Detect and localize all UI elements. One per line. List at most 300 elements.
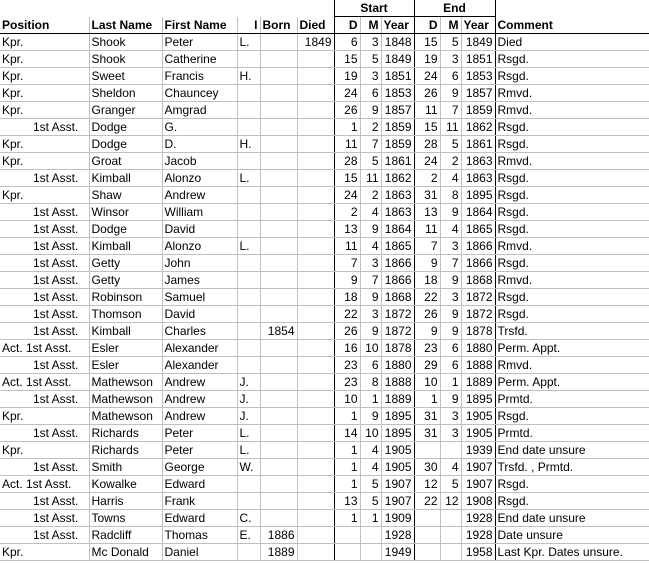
cell-end-month: 5 — [440, 136, 461, 153]
cell-died — [297, 374, 334, 391]
cell-start-year: 1862 — [381, 170, 414, 187]
cell-first-name: Edward — [162, 476, 237, 493]
cell-end-year: 1889 — [461, 374, 495, 391]
cell-end-year: 1888 — [461, 357, 495, 374]
cell-start-day: 16 — [334, 340, 360, 357]
cell-end-day — [414, 527, 440, 544]
cell-end-year: 1928 — [461, 510, 495, 527]
cell-end-month: 8 — [440, 187, 461, 204]
cell-initial — [237, 51, 260, 68]
cell-end-month: 9 — [440, 204, 461, 221]
cell-start-year: 1866 — [381, 272, 414, 289]
cell-start-day: 13 — [334, 493, 360, 510]
cell-end-month: 3 — [440, 51, 461, 68]
cell-comment: Rsgd. — [495, 170, 649, 187]
cell-start-year: 1907 — [381, 476, 414, 493]
cell-born — [260, 272, 297, 289]
cell-comment: Rsgd. — [495, 136, 649, 153]
cell-start-year: 1949 — [381, 544, 414, 561]
cell-end-day: 30 — [414, 459, 440, 476]
cell-end-day: 18 — [414, 272, 440, 289]
cell-start-year: 1928 — [381, 527, 414, 544]
table-row — [0, 357, 649, 374]
cell-start-month: 6 — [360, 357, 381, 374]
cell-start-day: 18 — [334, 289, 360, 306]
cell-start-day: 13 — [334, 221, 360, 238]
cell-initial: L. — [237, 442, 260, 459]
cell-end-day — [414, 442, 440, 459]
cell-died — [297, 136, 334, 153]
cell-initial — [237, 221, 260, 238]
cell-start-month: 4 — [360, 459, 381, 476]
cell-born: 1854 — [260, 323, 297, 340]
table-row — [0, 221, 649, 238]
cell-end-day: 24 — [414, 68, 440, 85]
cell-end-day: 15 — [414, 34, 440, 51]
cell-start-day: 11 — [334, 136, 360, 153]
cell-initial — [237, 102, 260, 119]
cell-comment: Rmvd. — [495, 85, 649, 102]
cell-start-year: 1849 — [381, 51, 414, 68]
cell-comment: Perm. Appt. — [495, 340, 649, 357]
cell-end-year: 1851 — [461, 51, 495, 68]
cell-end-month — [440, 442, 461, 459]
cell-comment: Rsgd. — [495, 255, 649, 272]
header-initial: I — [237, 17, 260, 34]
table-row — [0, 68, 649, 85]
cell-end-year: 1908 — [461, 493, 495, 510]
table-row — [0, 289, 649, 306]
cell-initial — [237, 476, 260, 493]
cell-start-year: 1859 — [381, 136, 414, 153]
cell-end-month: 9 — [440, 272, 461, 289]
cell-born — [260, 187, 297, 204]
cell-end-year: 1895 — [461, 391, 495, 408]
cell-end-day: 12 — [414, 476, 440, 493]
cell-start-year: 1872 — [381, 306, 414, 323]
cell-initial — [237, 153, 260, 170]
cell-first-name: Alonzo — [162, 238, 237, 255]
cell-last-name: Shook — [89, 34, 162, 51]
cell-start-month: 9 — [360, 323, 381, 340]
cell-start-day: 23 — [334, 357, 360, 374]
cell-end-month: 4 — [440, 221, 461, 238]
cell-last-name: Richards — [89, 425, 162, 442]
cell-start-month: 9 — [360, 408, 381, 425]
cell-born: 1886 — [260, 527, 297, 544]
cell-end-year: 1895 — [461, 187, 495, 204]
cell-died — [297, 255, 334, 272]
cell-position: Act. 1st Asst. — [0, 476, 89, 493]
cell-start-month: 2 — [360, 187, 381, 204]
cell-start-day: 7 — [334, 255, 360, 272]
cell-comment: Rsgd. — [495, 289, 649, 306]
cell-born: 1889 — [260, 544, 297, 561]
cell-start-day: 1 — [334, 510, 360, 527]
cell-end-year: 1866 — [461, 255, 495, 272]
cell-died — [297, 153, 334, 170]
cell-end-month — [440, 544, 461, 561]
cell-first-name: Catherine — [162, 51, 237, 68]
cell-end-day — [414, 510, 440, 527]
header-end-month: M — [440, 17, 461, 34]
cell-last-name: Kowalke — [89, 476, 162, 493]
cell-start-year: 1872 — [381, 323, 414, 340]
cell-born — [260, 102, 297, 119]
cell-last-name: Getty — [89, 272, 162, 289]
cell-born — [260, 153, 297, 170]
cell-end-year: 1905 — [461, 425, 495, 442]
cell-start-month: 5 — [360, 476, 381, 493]
table-row — [0, 272, 649, 289]
cell-end-month: 6 — [440, 68, 461, 85]
cell-position: Kpr. — [0, 85, 89, 102]
cell-last-name: Kimball — [89, 170, 162, 187]
cell-start-month — [360, 544, 381, 561]
cell-end-day: 26 — [414, 85, 440, 102]
cell-end-year: 1878 — [461, 323, 495, 340]
cell-start-month: 7 — [360, 136, 381, 153]
cell-initial: J. — [237, 408, 260, 425]
cell-last-name: Granger — [89, 102, 162, 119]
cell-end-day: 31 — [414, 187, 440, 204]
cell-initial: J. — [237, 374, 260, 391]
cell-initial — [237, 340, 260, 357]
cell-end-day: 2 — [414, 170, 440, 187]
cell-initial — [237, 544, 260, 561]
cell-start-day: 26 — [334, 323, 360, 340]
cell-end-day: 13 — [414, 204, 440, 221]
cell-first-name: Charles — [162, 323, 237, 340]
cell-first-name: James — [162, 272, 237, 289]
cell-first-name: Edward — [162, 510, 237, 527]
cell-born — [260, 68, 297, 85]
cell-end-year: 1880 — [461, 340, 495, 357]
cell-died — [297, 340, 334, 357]
cell-end-year: 1872 — [461, 306, 495, 323]
cell-end-month: 3 — [440, 238, 461, 255]
cell-start-day: 9 — [334, 272, 360, 289]
cell-position: 1st Asst. — [0, 306, 89, 323]
table-row — [0, 323, 649, 340]
cell-start-month: 1 — [360, 510, 381, 527]
cell-died — [297, 391, 334, 408]
cell-end-year: 1865 — [461, 221, 495, 238]
cell-born — [260, 255, 297, 272]
cell-position: 1st Asst. — [0, 357, 89, 374]
cell-end-day: 29 — [414, 357, 440, 374]
cell-last-name: Thomson — [89, 306, 162, 323]
cell-end-day: 31 — [414, 408, 440, 425]
cell-first-name: William — [162, 204, 237, 221]
cell-start-year: 1865 — [381, 238, 414, 255]
cell-position: 1st Asst. — [0, 170, 89, 187]
cell-start-year: 1880 — [381, 357, 414, 374]
cell-last-name: Radcliff — [89, 527, 162, 544]
cell-start-year: 1889 — [381, 391, 414, 408]
cell-died — [297, 204, 334, 221]
cell-last-name: Mathewson — [89, 408, 162, 425]
cell-position: 1st Asst. — [0, 493, 89, 510]
cell-end-day: 22 — [414, 289, 440, 306]
cell-last-name: Mathewson — [89, 374, 162, 391]
cell-born — [260, 510, 297, 527]
cell-start-day: 15 — [334, 51, 360, 68]
cell-start-day: 24 — [334, 187, 360, 204]
cell-end-year: 1849 — [461, 34, 495, 51]
cell-end-day: 15 — [414, 119, 440, 136]
cell-start-month: 4 — [360, 442, 381, 459]
cell-born — [260, 136, 297, 153]
cell-born — [260, 85, 297, 102]
cell-end-year: 1863 — [461, 170, 495, 187]
cell-start-year: 1868 — [381, 289, 414, 306]
cell-comment: Rsgd. — [495, 187, 649, 204]
table-row — [0, 187, 649, 204]
cell-died — [297, 51, 334, 68]
cell-position: Act. 1st Asst. — [0, 340, 89, 357]
table-row — [0, 425, 649, 442]
cell-last-name: Kimball — [89, 323, 162, 340]
cell-last-name: Kimball — [89, 238, 162, 255]
cell-first-name: Alonzo — [162, 170, 237, 187]
cell-start-year: 1895 — [381, 408, 414, 425]
cell-comment: Rsgd. — [495, 119, 649, 136]
cell-died — [297, 85, 334, 102]
cell-first-name: Andrew — [162, 391, 237, 408]
cell-first-name: David — [162, 306, 237, 323]
table-row — [0, 85, 649, 102]
header-first-name: First Name — [162, 17, 237, 34]
cell-position: Kpr. — [0, 442, 89, 459]
cell-end-day: 22 — [414, 493, 440, 510]
cell-initial: L. — [237, 425, 260, 442]
cell-died — [297, 408, 334, 425]
cell-start-month: 10 — [360, 340, 381, 357]
table-row — [0, 408, 649, 425]
cell-died: 1849 — [297, 34, 334, 51]
cell-comment: Rsgd. — [495, 306, 649, 323]
table-row — [0, 51, 649, 68]
cell-start-month: 2 — [360, 119, 381, 136]
cell-position: Kpr. — [0, 34, 89, 51]
cell-last-name: Harris — [89, 493, 162, 510]
cell-born — [260, 340, 297, 357]
cell-comment: Rmvd. — [495, 272, 649, 289]
cell-position: Kpr. — [0, 102, 89, 119]
cell-start-day: 10 — [334, 391, 360, 408]
cell-first-name: David — [162, 221, 237, 238]
cell-end-month: 9 — [440, 85, 461, 102]
cell-end-month: 9 — [440, 323, 461, 340]
cell-end-day: 9 — [414, 255, 440, 272]
cell-died — [297, 544, 334, 561]
cell-died — [297, 68, 334, 85]
cell-first-name: Peter — [162, 425, 237, 442]
cell-initial — [237, 493, 260, 510]
cell-died — [297, 187, 334, 204]
header-start-year: Year — [381, 17, 414, 34]
table-row — [0, 119, 649, 136]
table-row — [0, 136, 649, 153]
cell-comment: End date unsure — [495, 442, 649, 459]
cell-last-name: Shook — [89, 51, 162, 68]
cell-start-year: 1857 — [381, 102, 414, 119]
table-row — [0, 459, 649, 476]
cell-last-name: Dodge — [89, 119, 162, 136]
cell-start-year: 1878 — [381, 340, 414, 357]
cell-position: Kpr. — [0, 136, 89, 153]
cell-comment: Rsgd. — [495, 51, 649, 68]
cell-born — [260, 221, 297, 238]
cell-position: 1st Asst. — [0, 425, 89, 442]
cell-end-month: 3 — [440, 289, 461, 306]
cell-position: Kpr. — [0, 187, 89, 204]
table-row — [0, 204, 649, 221]
cell-end-month — [440, 527, 461, 544]
cell-first-name: Amgrad — [162, 102, 237, 119]
cell-end-month: 6 — [440, 340, 461, 357]
cell-position: Kpr. — [0, 51, 89, 68]
cell-start-day: 23 — [334, 374, 360, 391]
header-born: Born — [260, 17, 297, 34]
cell-start-month: 3 — [360, 68, 381, 85]
cell-start-month: 5 — [360, 153, 381, 170]
cell-end-year: 1905 — [461, 408, 495, 425]
cell-end-month: 4 — [440, 170, 461, 187]
cell-start-month: 4 — [360, 238, 381, 255]
cell-end-month: 9 — [440, 391, 461, 408]
cell-position: Kpr. — [0, 153, 89, 170]
cell-initial — [237, 85, 260, 102]
cell-end-year: 1861 — [461, 136, 495, 153]
cell-end-day: 9 — [414, 323, 440, 340]
cell-died — [297, 238, 334, 255]
cell-first-name: Andrew — [162, 187, 237, 204]
cell-died — [297, 459, 334, 476]
cell-comment: Rsgd. — [495, 408, 649, 425]
cell-last-name: Mc Donald — [89, 544, 162, 561]
cell-start-day: 24 — [334, 85, 360, 102]
cell-initial: C. — [237, 510, 260, 527]
cell-start-day: 15 — [334, 170, 360, 187]
cell-first-name: Peter — [162, 34, 237, 51]
cell-born — [260, 357, 297, 374]
cell-end-day: 1 — [414, 391, 440, 408]
header-position: Position — [0, 17, 89, 34]
cell-start-day: 26 — [334, 102, 360, 119]
cell-first-name: Daniel — [162, 544, 237, 561]
cell-position: 1st Asst. — [0, 527, 89, 544]
cell-end-day: 11 — [414, 102, 440, 119]
cell-first-name: D. — [162, 136, 237, 153]
cell-first-name: Andrew — [162, 408, 237, 425]
cell-start-day: 28 — [334, 153, 360, 170]
cell-start-year: 1905 — [381, 459, 414, 476]
cell-comment: Prmtd. — [495, 425, 649, 442]
cell-initial — [237, 272, 260, 289]
cell-first-name: Andrew — [162, 374, 237, 391]
cell-initial — [237, 289, 260, 306]
cell-position: Kpr. — [0, 408, 89, 425]
cell-end-day: 19 — [414, 51, 440, 68]
cell-comment: Date unsure — [495, 527, 649, 544]
cell-position: 1st Asst. — [0, 510, 89, 527]
table-row — [0, 153, 649, 170]
cell-comment: Rsgd. — [495, 476, 649, 493]
cell-comment: Rsgd. — [495, 68, 649, 85]
cell-start-year: 1848 — [381, 34, 414, 51]
cell-start-day: 14 — [334, 425, 360, 442]
cell-last-name: Robinson — [89, 289, 162, 306]
cell-end-day: 24 — [414, 153, 440, 170]
cell-start-year: 1863 — [381, 187, 414, 204]
cell-end-month: 12 — [440, 493, 461, 510]
cell-initial: W. — [237, 459, 260, 476]
cell-end-month: 5 — [440, 34, 461, 51]
table-row — [0, 374, 649, 391]
cell-initial — [237, 119, 260, 136]
cell-died — [297, 272, 334, 289]
table-row — [0, 493, 649, 510]
table-row — [0, 306, 649, 323]
cell-end-year: 1907 — [461, 476, 495, 493]
cell-position: Act. 1st Asst. — [0, 374, 89, 391]
table-row — [0, 476, 649, 493]
cell-born — [260, 391, 297, 408]
table-row — [0, 527, 649, 544]
header-end-day: D — [414, 17, 440, 34]
cell-start-month: 6 — [360, 85, 381, 102]
cell-died — [297, 442, 334, 459]
cell-end-month: 6 — [440, 357, 461, 374]
cell-born — [260, 306, 297, 323]
cell-first-name: Frank — [162, 493, 237, 510]
cell-start-year: 1864 — [381, 221, 414, 238]
cell-start-year: 1888 — [381, 374, 414, 391]
cell-died — [297, 170, 334, 187]
cell-died — [297, 357, 334, 374]
cell-first-name: George — [162, 459, 237, 476]
cell-end-year: 1864 — [461, 204, 495, 221]
cell-initial: J. — [237, 391, 260, 408]
cell-died — [297, 102, 334, 119]
cell-last-name: Towns — [89, 510, 162, 527]
cell-last-name: Dodge — [89, 136, 162, 153]
cell-initial: E. — [237, 527, 260, 544]
cell-born — [260, 170, 297, 187]
cell-born — [260, 34, 297, 51]
cell-end-month: 9 — [440, 306, 461, 323]
header-start-day: D — [334, 17, 360, 34]
cell-end-month: 3 — [440, 425, 461, 442]
cell-end-day: 7 — [414, 238, 440, 255]
cell-start-day — [334, 527, 360, 544]
column-header-row — [0, 17, 649, 34]
cell-died — [297, 425, 334, 442]
cell-comment: Rmvd. — [495, 153, 649, 170]
cell-end-year: 1863 — [461, 153, 495, 170]
cell-born — [260, 493, 297, 510]
cell-born — [260, 374, 297, 391]
cell-initial: L. — [237, 170, 260, 187]
cell-start-day: 11 — [334, 238, 360, 255]
cell-died — [297, 510, 334, 527]
cell-start-day: 1 — [334, 119, 360, 136]
cell-start-day: 6 — [334, 34, 360, 51]
cell-last-name: Sweet — [89, 68, 162, 85]
cell-born — [260, 51, 297, 68]
